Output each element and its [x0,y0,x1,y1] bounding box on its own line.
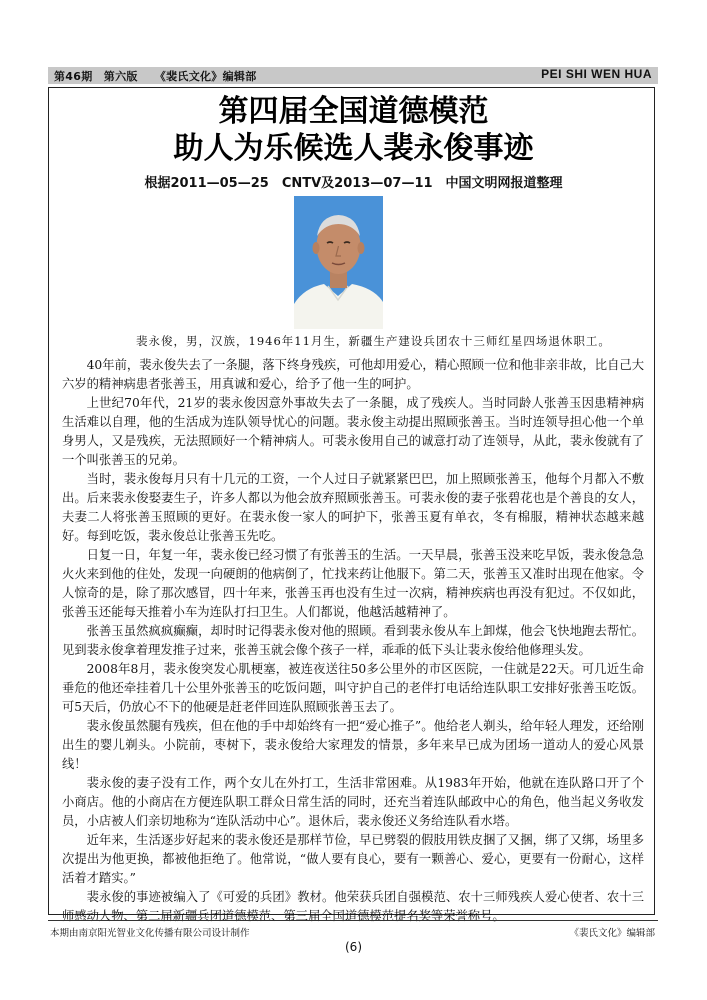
article-paragraph: 当时，裴永俊每月只有十几元的工资，一个人过日子就紧紧巴巴，加上照顾张善玉，他每个月都入不敷出。后来裴永俊娶妻生子，许多人都以为他会放弃照顾张善玉。可裴永俊的妻子张碧花也是个善良的女人，夫妻二人将张善玉照顾的更好。在裴永俊一家人的呵护下，张善玉夏有单衣，冬有棉服，精神状态越来越好。每到吃饭，裴永俊总让张善玉先吃。 [62,472,644,543]
article-paragraph: 近年来，生活逐步好起来的裴永俊还是那样节俭，早已劈裂的假肢用铁皮捆了又捆，绑了又绑，场里多次提出为他更换，都被他拒绝了。他常说，“做人要有良心，要有一颗善心、爱心，更要有一份耐心，这样活着才踏实。” [62,833,644,885]
article-paragraph: 日复一日，年复一年，裴永俊已经习惯了有张善玉的生活。一天早晨，张善玉没来吃早饭，裴永俊急急火火来到他的住处，发现一向硬朗的他病倒了，忙找来药让他服下。第二天，张善玉又准时出现在他家。令人惊奇的是，除了那次感冒，四十年来，张善玉再也没有生过一次病，精神疾病也再没有犯过。不仅如此，张善玉还能每天推着小车为连队打扫卫生。人们都说，他越活越精神了。 [62,548,644,619]
article-paragraph: 裴永俊的妻子没有工作，两个女儿在外打工，生活非常困难。从1983年开始，他就在连队路口开了个小商店。他的小商店在方便连队职工群众日常生活的同时，还充当着连队邮政中心的角色，他当起义务收发员，小店被人们亲切地称为“连队活动中心”。退休后，裴永俊还义务给连队看水塔。 [62,776,644,828]
article-body [62,356,644,926]
portrait-photo [294,196,383,329]
article-paragraph: 裴永俊虽然腿有残疾，但在他的手中却始终有一把“爱心推子”。他给老人剃头，给年轻人理发，还给刚出生的婴儿剃头。小院前，枣树下，裴永俊给大家理发的情景，多年来早已成为团场一道动人的爱心风景线！ [62,719,644,771]
photo-caption: 裴永俊，男，汉族，1946年11月生，新疆生产建设兵团农十三师红星四场退休职工。 [136,334,611,348]
article-paragraph: 上世纪70年代，21岁的裴永俊因意外事故失去了一条腿，成了残疾人。当时同龄人张善玉因患精神病生活难以自理，他的生活成为连队领导忧心的问题。裴永俊主动提出照顾张善玉。当时连领导担心他一个单身男人，又是残疾，无法照顾好一个精神病人。可裴永俊用自己的诚意打动了连领导，从此，裴永俊就有了一个叫张善玉的兄弟。 [62,396,644,467]
footer-divider [48,920,658,921]
title-line-1: 第四届全国道德模范 [218,94,489,129]
source-note: 根据2011—05—25 CNTV及2013—07—11 中国文明网报道整理 [144,176,563,191]
issue-info: 第46期 第六版 《裴氏文化》编辑部 [54,70,257,83]
footer-credit: 本期由南京阳光智业文化传播有限公司设计制作 [50,928,250,939]
header-bar [48,67,658,84]
page-number: (6) [345,940,362,954]
article-paragraph: 张善玉虽然疯疯癫癫，却时时记得裴永俊对他的照顾。看到裴永俊从车上卸煤，他会飞快地跑去帮忙。见到裴永俊拿着理发推子过来，张善玉就会像个孩子一样，乖乖的低下头让裴永俊给他修理头发。 [62,624,644,657]
title-line-2: 助人为乐候选人裴永俊事迹 [173,131,534,166]
article-paragraph: 2008年8月，裴永俊突发心肌梗塞，被连夜送往50多公里外的市区医院，一住就是22天。可几近生命垂危的他还牵挂着几十公里外张善玉的吃饭问题，叫守护自己的老伴打电话给连队职工安排好张善玉吃饭。可5天后，仍放心不下的他硬是赶老伴回连队照顾张善玉去了。 [62,662,644,714]
footer-editor: 《裴氏文化》编辑部 [569,928,655,939]
publication-name: PEI SHI WEN HUA [541,67,652,81]
article-paragraph: 40年前，裴永俊失去了一条腿，落下终身残疾，可他却用爱心，精心照顾一位和他非亲非故，比自己大六岁的精神病患者张善玉，用真诚和爱心，给予了他一生的呵护。 [62,358,644,391]
article-paragraph: 裴永俊的事迹被编入了《可爱的兵团》教材。他荣获兵团自强模范、农十三师残疾人爱心使者、农十三师感动人物、第二届新疆兵团道德模范、第三届全国道德模范提名奖等荣誉称号。 [62,890,644,923]
